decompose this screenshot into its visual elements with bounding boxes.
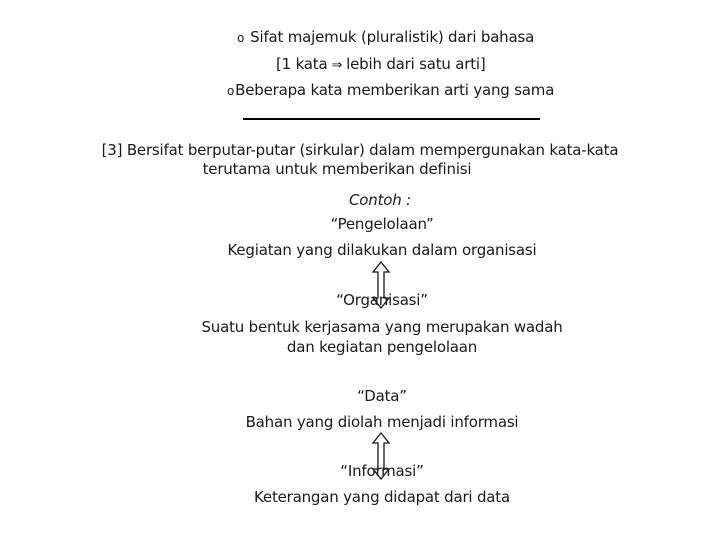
pair1-term-b: “Organisasi” (336, 291, 428, 309)
pair2-term-a: “Data” (357, 387, 407, 405)
bullet-item-synonym (227, 81, 554, 100)
pair1-definition-b-line-1: Suatu bentuk kerjasama yang merupakan wadah (201, 318, 563, 336)
bullet-item-note (276, 55, 486, 75)
implies-arrow-icon: ⇒ (331, 58, 343, 73)
note-close-text: lebih dari satu arti] (346, 55, 486, 73)
section-3-line-2: terutama untuk memberikan definisi (202, 160, 472, 178)
pair1-term-a: “Pengelolaan” (330, 215, 434, 233)
bullet-item-pluralistic (237, 28, 534, 47)
example-heading: Contoh : (349, 191, 411, 209)
bullet-item-text: Beberapa kata memberikan arti yang sama (235, 81, 555, 99)
section-3-line-1: [3] Bersifat berputar-putar (sirkular) dalam mempergunakan kata-kata (101, 141, 619, 159)
note-open-text: [1 kata (276, 55, 328, 73)
pair2-definition-a: Bahan yang diolah menjadi informasi (245, 413, 519, 431)
pair1-definition-a: Kegiatan yang dilakukan dalam organisasi (227, 241, 537, 259)
pair2-term-b: “Informasi” (340, 462, 424, 480)
pair1-definition-b-line-2: dan kegiatan pengelolaan (286, 338, 478, 356)
horizontal-rule (243, 118, 540, 120)
bullet-item-text: Sifat majemuk (pluralistik) dari bahasa (250, 28, 535, 46)
bullet-icon: o (227, 84, 235, 98)
bullet-icon: o (237, 31, 245, 45)
pair2-definition-b: Keterangan yang didapat dari data (254, 488, 510, 506)
